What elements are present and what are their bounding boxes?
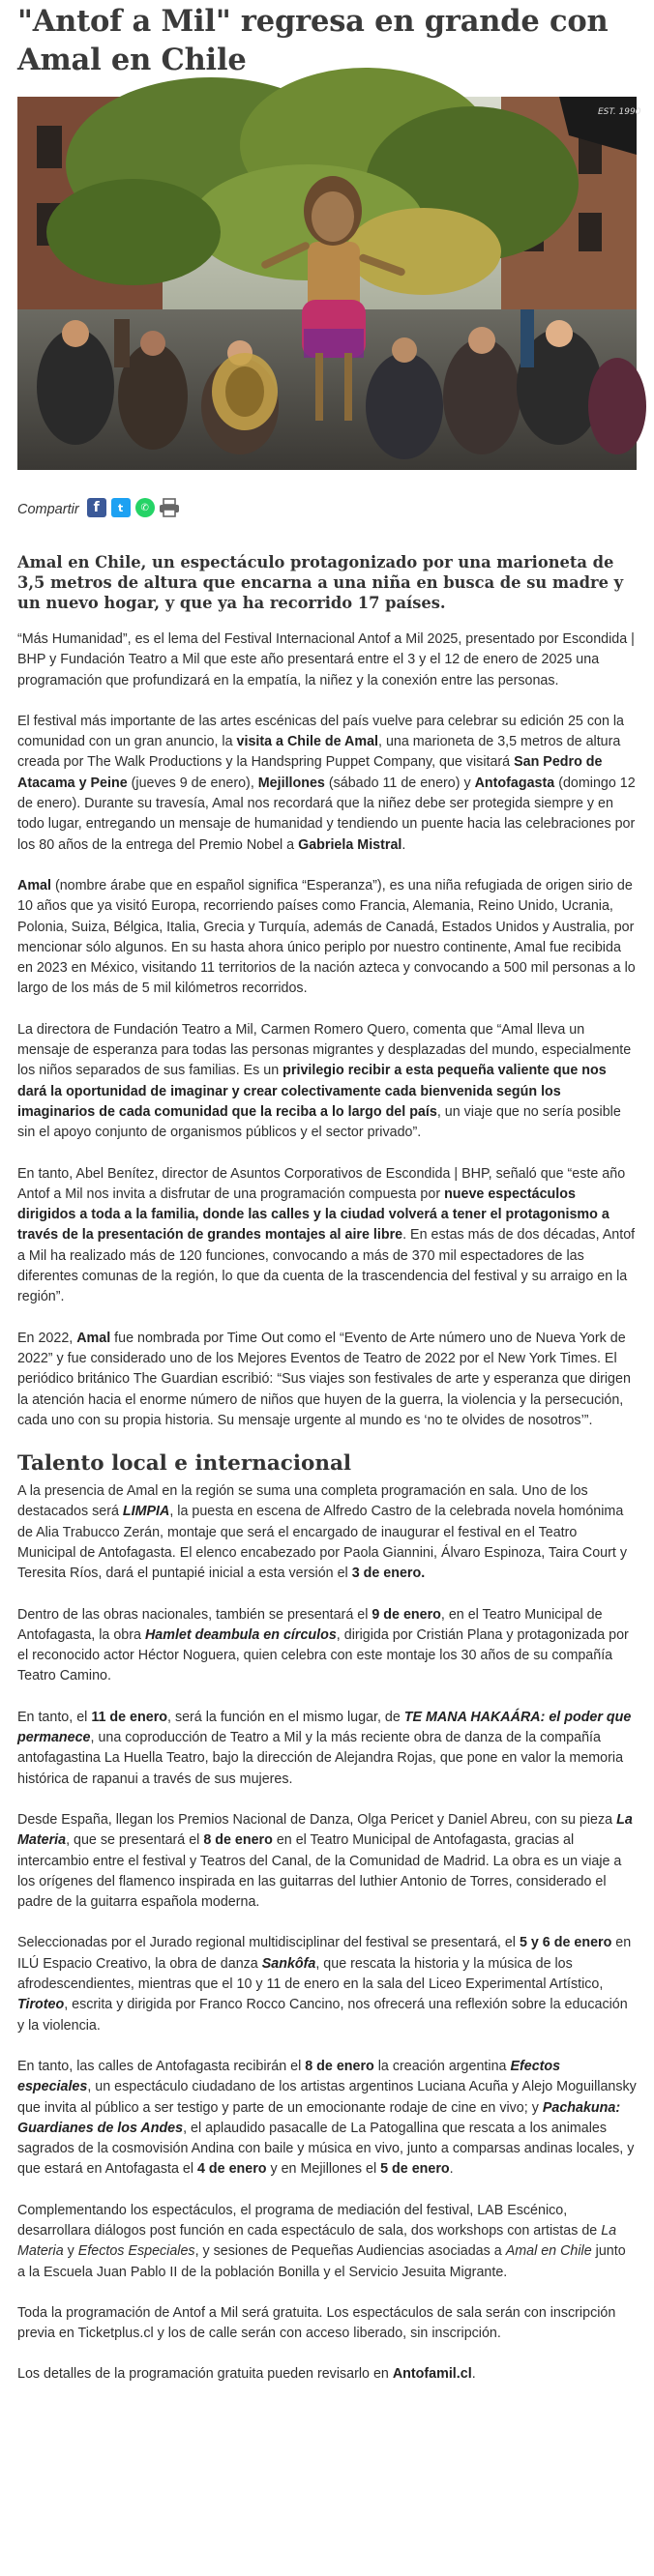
text-run: Dentro de las obras nacionales, también se presentará el — [17, 1606, 372, 1623]
hero-image — [17, 97, 641, 470]
emphasis-text: Antofamil.cl — [392, 2366, 472, 2383]
text-run: A la presencia de Amal en la región se suma una completa programación en sala. Uno de los destacados será — [17, 1483, 588, 1520]
text-run: El festival más importante de las artes escénicas del país vuelve para celebrar su edición 25 con la comunidad con un gran anuncio, la — [17, 713, 625, 750]
text-run: , que rescata la historia y la música de los afrodescendientes, mientras que el 10 y 11 de enero en la sala del Liceo Experimental Artístico, — [17, 1955, 604, 1993]
emphasis-text: Sankôfa — [261, 1955, 316, 1972]
emphasis-text: Pachakuna: Guardianes de los Andes — [17, 2099, 621, 2136]
text-run: (domingo 12 de enero). Durante su travesía, Amal nos recordará que la niñez debe ser protegida siempre y en todo lugar, entregando un mensaje de humanidad y tendiendo un puente hacia las celebraciones por los 80 años de la entrega del Premio Nobel a — [17, 775, 636, 853]
text-run: Complementando los espectáculos, el programa de mediación del festival, LAB Escénico, desarrollara diálogos post función en cada espectáculo de sala, dos workshops con artistas de — [17, 2202, 602, 2239]
text-run: . — [471, 2366, 476, 2383]
text-run: (nombre árabe que en español significa “Esperanza”), es una niña refugiada de origen sirio de 10 años que ya visitó Europa, recorriendo países como Francia, Alemania, Reino Unido, Ucrania, Polonia, Suiza, Bélgica, Italia, Grecia y Turquía, además de Canadá, Estados Unidos y Australia, por mencionar sólo algunos. En su hasta ahora único periplo por nuestro continente, Amal fue recibida en 2023 en México, visitando 11 territorios de la nación azteca y convocando a 500 mil personas a lo largo de los más de 5 mil kilómetros recorridos. — [17, 877, 636, 997]
emphasis-text: 5 y 6 de enero — [519, 1935, 612, 1951]
paragraph-10 — [17, 1810, 637, 1913]
whatsapp-icon[interactable]: ✆ — [135, 498, 155, 517]
paragraph-14: Toda la programación de Antof a Mil será gratuita. Los espectáculos de sala serán con inscripción previa en Ticketplus.cl y los de calle serán con acceso liberado, sin inscripción. — [17, 2304, 616, 2342]
article-title: "Antof a Mil" regresa en grande con Amal en Chile — [17, 4, 609, 77]
paragraph-12 — [17, 2057, 637, 2181]
paragraph-2 — [17, 712, 637, 856]
text-run: fue nombrada por Time Out como el “Evento de Arte número uno de Nueva York de 2022” y fue considerado uno de los Mejores Eventos de Teatro de 2022 por el New York Times. El periódico británico The Guardian escribió: “Sus viajes son festivales de arte y esperanza que dirigen la atención hacia el enorme número de niños que huyen de la guerra, la violencia y la persecución, cada uno con su propia historia. Su mensaje urgente al mundo es ‘no te olvides de nosotros’”. — [17, 1330, 631, 1428]
text-run: , la puesta en escena de Alfredo Castro de la celebrada novela homónima de Alia Trabucco Zerán, montaje que será el encargado de inaugurar el festival en el Teatro Municipal de Antofagasta. El elenco encabezado por Paola Giannini, Álvaro Espinoza, Taira Court y Teresita Ríos, dará el puntapié inicial a esta versión el — [17, 1504, 627, 1582]
emphasis-text: 8 de enero — [203, 1832, 273, 1849]
text-run: . — [401, 836, 406, 853]
emphasis-text: visita a Chile de Amal — [236, 734, 378, 750]
emphasis-text: 11 de enero — [91, 1709, 167, 1725]
text-run: , un espectáculo ciudadano de los artistas argentinos Luciana Acuña y Alejo Moguillansky que invita al público a ser testigo y parte de un emocionante rodaje de cine en vivo; y — [17, 2079, 637, 2116]
emphasis-text: Efectos Especiales — [77, 2243, 195, 2260]
emphasis-text: 4 de enero — [197, 2161, 267, 2178]
paragraph-8 — [17, 1605, 637, 1687]
text-run: En tanto, Abel Benítez, director de Asuntos Corporativos de Escondida | BHP, señaló que “este año Antof a Mil nos invita a disfrutar de una programación compuesta por — [17, 1165, 626, 1202]
emphasis-text: Amal — [76, 1330, 111, 1346]
text-run: . En estas más de dos décadas, Antof a Mil ha realizado más de 120 funciones, convocando a más de 370 mil espectadores de las diferentes comunas de la región, lo que da cuenta de la trascendencia del festival y su arraigo en la región”. — [17, 1227, 636, 1305]
text-run: la creación argentina — [373, 2058, 511, 2074]
text-run: En tanto, el — [17, 1709, 92, 1725]
share-label: Compartir — [17, 502, 79, 517]
text-run: , que se presentará el — [66, 1832, 204, 1849]
text-run: , dirigida por Cristián Plana y protagonizada por el reconocido actor Héctor Noguera, quien celebra con este montaje los 30 años de su compañía Teatro Camino. — [17, 1626, 629, 1684]
emphasis-text: Tiroteo — [17, 1997, 65, 2013]
text-run: , un viaje que no sería posible sin el apoyo conjunto de organismos públicos y el sector privado”. — [17, 1103, 621, 1141]
text-run: en ILÚ Espacio Creativo, la obra de danza — [17, 1935, 632, 1972]
text-run: en el Teatro Municipal de Antofagasta, gracias al intercambio entre el festival y Teatros del Canal, de la Comunidad de Madrid. La obra es un viaje a los orígenes del flamenco inspirada en las guitarras del luthier Antonio de Torres, considerado el padre de la guitarra española moderna. — [17, 1832, 622, 1911]
paragraph-11 — [17, 1933, 637, 2035]
emphasis-text: privilegio recibir a esta pequeña valiente que nos dará la oportunidad de imaginar y crear colectivamente cada bienvenida según los imaginarios de cada comunidad que la reciba a lo largo del país — [17, 1063, 607, 1120]
emphasis-text: Hamlet deambula en círculos — [144, 1626, 337, 1643]
emphasis-text: La Materia — [17, 1811, 633, 1849]
paragraph-5 — [17, 1164, 637, 1308]
emphasis-text: Gabriela Mistral — [298, 836, 402, 853]
emphasis-text: TE MANA HAKAÁRA: el poder que permanece — [17, 1709, 632, 1746]
text-run: , será la función en el mismo lugar, de — [167, 1709, 404, 1725]
text-run: (sábado 11 de enero) y — [324, 775, 475, 791]
text-run: y en Mejillones el — [266, 2161, 381, 2178]
text-run: En 2022, — [17, 1330, 77, 1346]
paragraph-9 — [17, 1708, 637, 1790]
emphasis-text: Mejillones — [257, 775, 325, 791]
paragraph-13 — [17, 2201, 637, 2283]
emphasis-text: LIMPIA — [122, 1504, 170, 1520]
text-run: (jueves 9 de enero), — [127, 775, 258, 791]
emphasis-text: La Materia — [17, 2223, 617, 2260]
text-run: La directora de Fundación Teatro a Mil, Carmen Romero Quero, comenta que “Amal lleva un mensaje de esperanza para todas las personas migrantes y desplazadas del mundo, especialmente los niños separados de sus familias. Es un — [17, 1021, 632, 1079]
text-run: , y sesiones de Pequeñas Audiencias asociadas a — [194, 2243, 506, 2260]
text-run: junto a la Escuela Juan Pablo II de la población Bonilla y el Servicio Jesuita Migrante. — [17, 2243, 626, 2280]
paragraph-7 — [17, 1481, 637, 1584]
share-bar — [17, 495, 637, 520]
paragraph-15 — [17, 2364, 637, 2385]
paragraph-4 — [17, 1020, 637, 1144]
text-run: , una coproducción de Teatro a Mil y la más reciente obra de danza de la compañía antofagastina La Huella Teatro, bajo la dirección de Alejandra Rojas, que pone en valor la memoria histórica de rapanui a través de sus mujeres. — [17, 1730, 624, 1787]
emphasis-text: 8 de enero — [305, 2058, 374, 2074]
paragraph-1: “Más Humanidad”, es el lema del Festival Internacional Antof a Mil 2025, presentado por Escondida | BHP y Fundación Teatro a Mil que este año presentará entre el 3 y el 12 de enero de 2025 una programación que profundizará en la empatía, la niñez y la conexión entre las personas. — [17, 631, 635, 688]
emphasis-text: San Pedro de Atacama y Peine — [17, 754, 603, 791]
text-run: , escrita y dirigida por Franco Rocco Cancino, nos ofrecerá una reflexión sobre la educación y la violencia. — [17, 1997, 628, 2034]
paragraph-6 — [17, 1329, 637, 1431]
emphasis-text: Antofagasta — [474, 775, 555, 791]
article-lead: Amal en Chile, un espectáculo protagonizado por una marioneta de 3,5 metros de altura que encarna a una niña en busca de su madre y un nuevo hogar, y que ya ha recorrido 17 países. — [17, 553, 624, 612]
facebook-icon[interactable]: f — [87, 498, 106, 517]
emphasis-text: Amal — [17, 877, 51, 893]
flag-text: EST. 1990 — [598, 107, 641, 117]
paragraph-3 — [17, 876, 637, 1000]
text-run: y — [63, 2243, 78, 2260]
twitter-icon[interactable]: t — [111, 498, 131, 517]
print-icon[interactable] — [160, 498, 179, 517]
text-run: Seleccionadas por el Jurado regional multidisciplinar del festival se presentará, el — [17, 1935, 520, 1951]
text-run: Desde España, llegan los Premios Nacional de Danza, Olga Pericet y Daniel Abreu, con su pieza — [17, 1811, 617, 1828]
text-run: Los detalles de la programación gratuita pueden revisarlo en — [17, 2366, 393, 2383]
emphasis-text: Efectos especiales — [17, 2058, 561, 2095]
text-run: En tanto, las calles de Antofagasta recibirán el — [17, 2058, 306, 2074]
emphasis-text: 9 de enero — [372, 1606, 441, 1623]
emphasis-text: nueve espectáculos dirigidos a toda a la familia, donde las calles y la ciudad volverá a tener el protagonismo a través de la presentación de grandes montajes al aire libre — [17, 1186, 609, 1244]
emphasis-text: Amal en Chile — [505, 2243, 592, 2260]
emphasis-text: 3 de enero. — [351, 1566, 426, 1582]
text-run: , una marioneta de 3,5 metros de altura creada por The Walk Productions y la Handspring Puppet Company, que visitará — [17, 734, 621, 771]
text-run: , el aplaudido pasacalle de La Patogallina que rescata a los animales sagrados de la cosmovisión Andina con baile y música en vivo, junto a comparsas andinas locales, y que estará en Antofagasta el — [17, 2120, 635, 2178]
text-run: . — [449, 2161, 454, 2178]
emphasis-text: 5 de enero — [380, 2161, 450, 2178]
section-heading: Talento local e internacional — [17, 1451, 352, 1477]
text-run: , en el Teatro Municipal de Antofagasta, la obra — [17, 1606, 603, 1643]
